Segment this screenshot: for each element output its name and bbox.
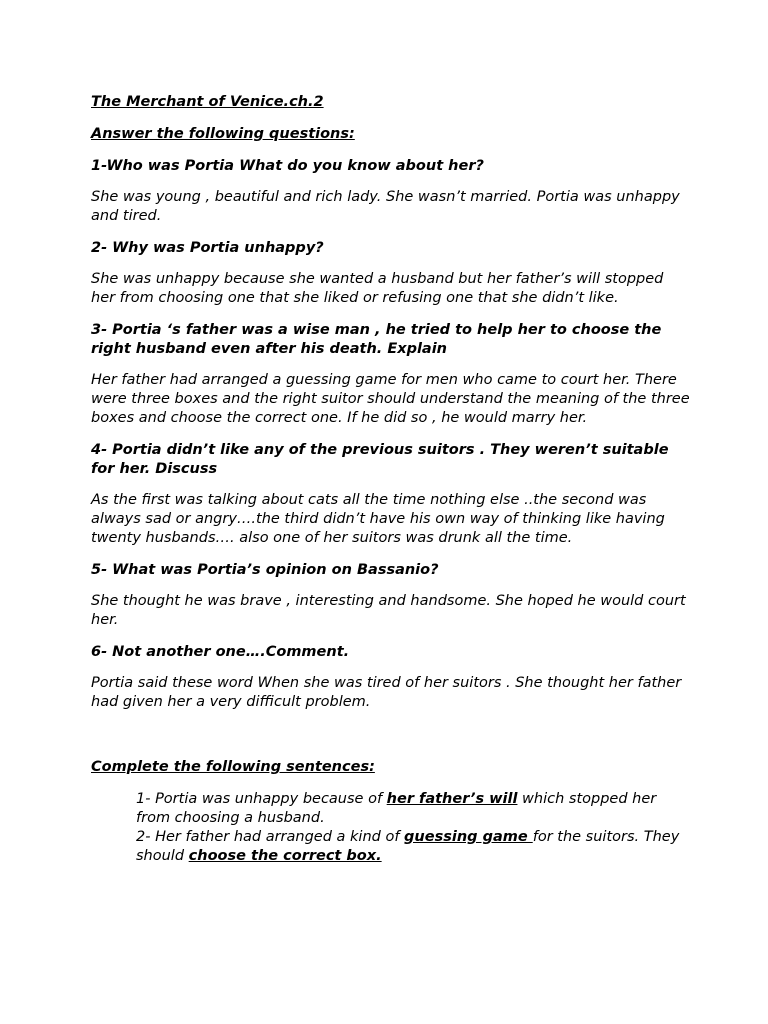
sentence-list: [136, 790, 691, 866]
qa-block-3: [91, 321, 691, 428]
answer-1: She was young , beautiful and rich lady. She wasn’t married. Portia was unhappy and tired.: [91, 189, 680, 224]
sentence-2: [136, 828, 691, 866]
question-2: 2- Why was Portia unhappy?: [91, 240, 324, 256]
sentence-1-after: which stopped her from choosing a husband.: [136, 791, 657, 826]
question-6: 6- Not another one….Comment.: [91, 644, 350, 660]
question-4: 4- Portia didn’t like any of the previous suitors . They weren’t suitable for her. Discuss: [91, 442, 669, 477]
answer-5: She thought he was brave , interesting and handsome. She hoped he would court her.: [91, 593, 686, 628]
sentence-1-blank: her father’s will: [386, 791, 518, 807]
complete-section: [91, 758, 691, 866]
document-title: The Merchant of Venice.ch.2: [91, 94, 324, 110]
qa-block-6: [91, 643, 691, 712]
sentence-2-after: for the suitors. They should: [136, 829, 680, 864]
qa-block-5: [91, 561, 691, 630]
sentence-1: [136, 790, 691, 828]
answer-2: She was unhappy because she wanted a husband but her father’s will stopped her from choosing one that she liked or refusing one that she didn’t like.: [91, 271, 664, 306]
qa-block-4: [91, 441, 691, 548]
sentence-2-before: 2- Her father had arranged a kind of: [136, 829, 405, 845]
complete-heading: Complete the following sentences:: [91, 759, 375, 775]
qa-block-2: [91, 239, 691, 308]
instruction-heading: Answer the following questions:: [91, 126, 355, 142]
qa-block-1: [91, 157, 691, 226]
answer-3: Her father had arranged a guessing game for men who came to court her. There were three boxes and the right suitor should understand the meaning of the three boxes and choose the correct one. If he did so , he would marry her.: [91, 372, 690, 426]
sentence-2-blank-2: choose the correct box.: [188, 848, 382, 864]
answer-4: As the first was talking about cats all the time nothing else ..the second was always sad or angry….the third didn’t have his own way of thinking like having twenty husbands…. also one of her suitors was drunk all the time.: [91, 492, 665, 546]
question-1: 1-Who was Portia What do you know about her?: [91, 158, 484, 174]
question-5: 5- What was Portia’s opinion on Bassanio?: [91, 562, 439, 578]
question-3: 3- Portia ‘s father was a wise man , he tried to help her to choose the right husband even after his death. Explain: [91, 322, 662, 357]
document-page: [91, 93, 691, 866]
sentence-2-blank: guessing game: [404, 829, 533, 845]
sentence-1-before: 1- Portia was unhappy because of: [136, 791, 387, 807]
answer-6: Portia said these word When she was tired of her suitors . She thought her father had given her a very difficult problem.: [91, 675, 682, 710]
